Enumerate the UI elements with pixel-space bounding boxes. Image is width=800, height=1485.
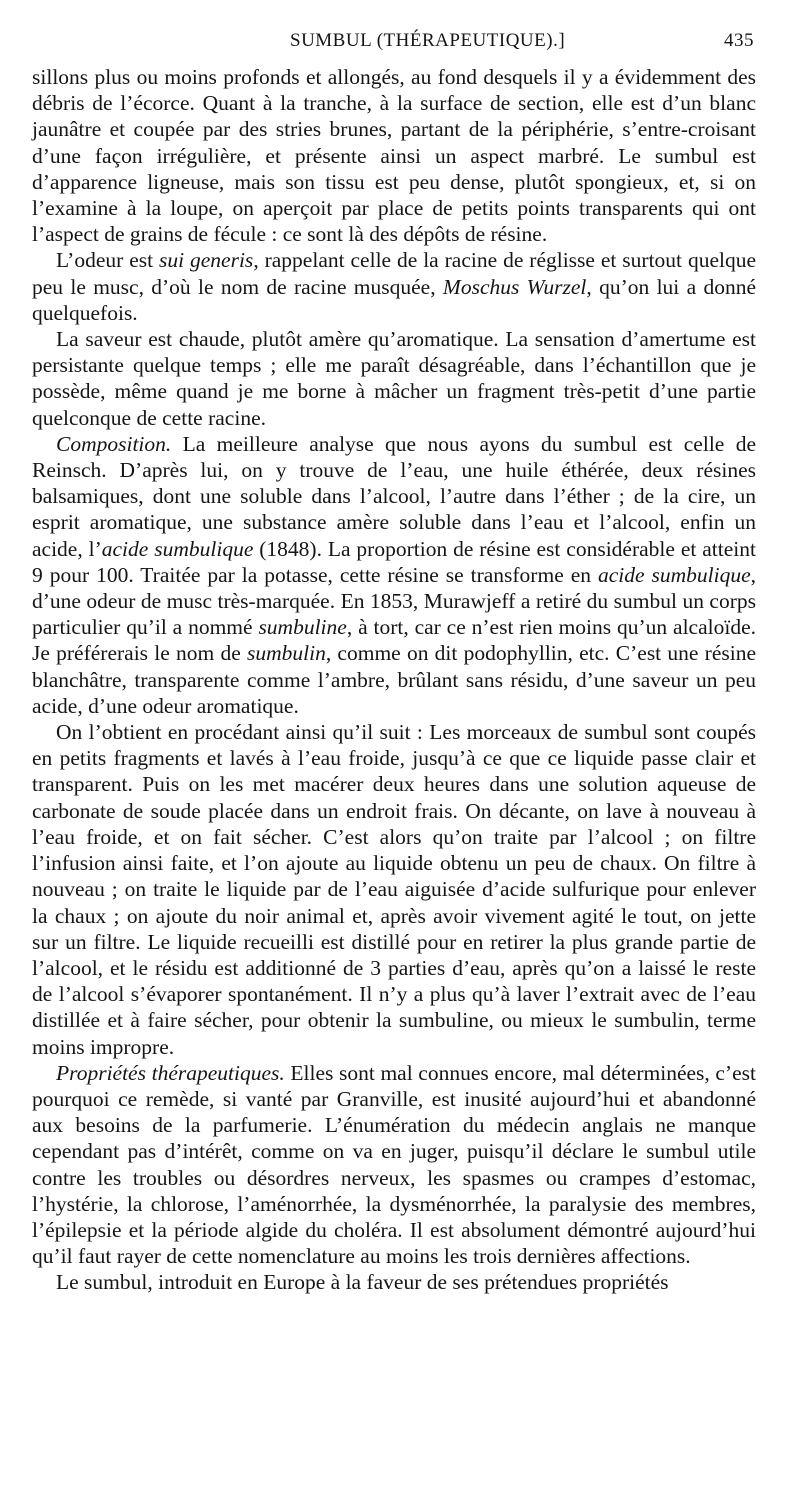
text-run: Elles sont mal connues encore, mal déterminées, c’est pourquoi ce remède, si vanté par Granville, est inusité aujourd’hui et abandonné aux besoins de la parfumerie. L’énumération du médecin anglais ne manque cependant pas d’intérêt, comme on va en juger, puisqu’il déclare le sumbul utile contre les troubles ou désordres nerveux, les spasmes ou crampes d’estomac, l’hystérie, la chlorose, l’aménorrhée, la dysménorrhée, la paralysie des membres, l’épilepsie et la période algide du choléra. Il est absolument démontré aujourd’hui qu’il faut rayer de cette nomenclature au moins les trois dernières affections. xyxy=(32,1060,756,1269)
paragraph xyxy=(32,247,756,326)
text-run: , comme on dit podophyllin, etc. C’est une résine blanchâtre, transparente comme l’ambre, brûlant sans résidu, d’une saveur un peu acide, d’une odeur aromatique. xyxy=(32,641,756,718)
paragraph xyxy=(32,64,756,247)
body-text xyxy=(32,64,756,1296)
paragraph xyxy=(32,431,756,719)
italic-text: acide sumbulique xyxy=(101,536,254,561)
italic-text: Moschus Wurzel xyxy=(442,274,587,299)
paragraph xyxy=(32,719,756,1060)
text-run: , à tort, car ce n’est rien moins qu’un alcaloïde. Je préférerais le nom de xyxy=(32,615,756,666)
page-header xyxy=(32,26,754,56)
text-run: La saveur est chaude, plutôt amère qu’aromatique. La sensation d’amertume est persistante quelque temps ; elle me paraît désagréable, dans l’échantillon que je possède, même quand je me borne à mâcher un fragment très-petit d’une partie quelconque de cette racine. xyxy=(32,327,756,430)
italic-text: sui generis xyxy=(159,248,254,273)
italic-text: acide sumbulique xyxy=(597,562,751,587)
page-number: 435 xyxy=(724,30,754,51)
text-run: , d’une odeur de musc très-marquée. En 1853, Murawjeff a retiré du sumbul un corps particulier qu’il a nommé xyxy=(32,562,756,640)
text-run: , qu’on lui a donné quelquefois. xyxy=(32,274,756,325)
paragraph xyxy=(32,1269,756,1295)
text-run: L’odeur est xyxy=(56,248,159,273)
text-run: (1848). La proportion de résine est considérable et atteint 9 pour 100. Traitée par la potasse, cette résine se transforme en xyxy=(32,536,756,587)
text-run: On l’obtient en procédant ainsi qu’il suit : Les morceaux de sumbul sont coupés en petits fragments et lavés à l’eau froide, jusqu’à ce que ce liquide passe clair et transparent. Puis on les met macérer deux heures dans une solution aqueuse de carbonate de soude placée dans un endroit frais. On décante, on lave à nouveau à l’eau froide, et on fait sécher. C’est alors qu’on traite par l’alcool ; on filtre l’infusion ainsi faite, et l’on ajoute au liquide obtenu un peu de chaux. On filtre à nouveau ; on traite le liquide par de l’eau aiguisée d’acide sulfurique pour enlever la chaux ; on ajoute du noir animal et, après avoir vivement agité le tout, on jette sur un filtre. Le liquide recueilli est distillé pour en retirer la plus grande partie de l’alcool, et le résidu est additionné de 3 parties d’eau, après qu’on a laissé le reste de l’alcool s’évaporer spontanément. Il n’y a plus qu’à laver l’extrait avec de l’eau distillée et à faire sécher, pour obtenir la sumbuline, ou mieux le sumbulin, terme moins impropre. xyxy=(32,720,756,1059)
italic-text: Propriétés thérapeutiques. xyxy=(56,1060,285,1085)
paragraph xyxy=(32,1060,756,1270)
italic-text: sumbuline xyxy=(258,615,347,640)
italic-text: sumbulin xyxy=(246,641,326,666)
text-run: Le sumbul, introduit en Europe à la faveur de ses prétendues propriétés xyxy=(56,1270,669,1295)
running-head: SUMBUL (THÉRAPEUTIQUE).] xyxy=(290,30,566,51)
italic-text: Composition. xyxy=(56,431,172,456)
paragraph xyxy=(32,326,756,431)
text-run: sillons plus ou moins profonds et allongés, au fond desquels il y a évidemment des débris de l’écorce. Quant à la tranche, à la surface de section, elle est d’un blanc jaunâtre et coupée par des stries brunes, partant de la périphérie, s’entre-croisant d’une façon irrégulière, et présente ainsi un aspect marbré. Le sumbul est d’apparence ligneuse, mais son tissu est peu dense, plutôt spongieux, et, si on l’examine à la loupe, on aperçoit par place de petits points transparents qui ont l’aspect de grains de fécule : ce sont là des dépôts de résine. xyxy=(32,65,756,247)
text-run: La meilleure analyse que nous ayons du sumbul est celle de Reinsch. D’après lui, on y trouve de l’eau, une huile éthérée, deux résines balsamiques, dont une soluble dans l’alcool, l’autre dans l’éther ; de la cire, un esprit aromatique, une substance amère soluble dans l’eau et l’alcool, enfin un acide, l’ xyxy=(32,431,756,561)
text-run: , rappelant celle de la racine de réglisse et surtout quelque peu le musc, d’où le nom de racine musquée, xyxy=(32,248,757,299)
